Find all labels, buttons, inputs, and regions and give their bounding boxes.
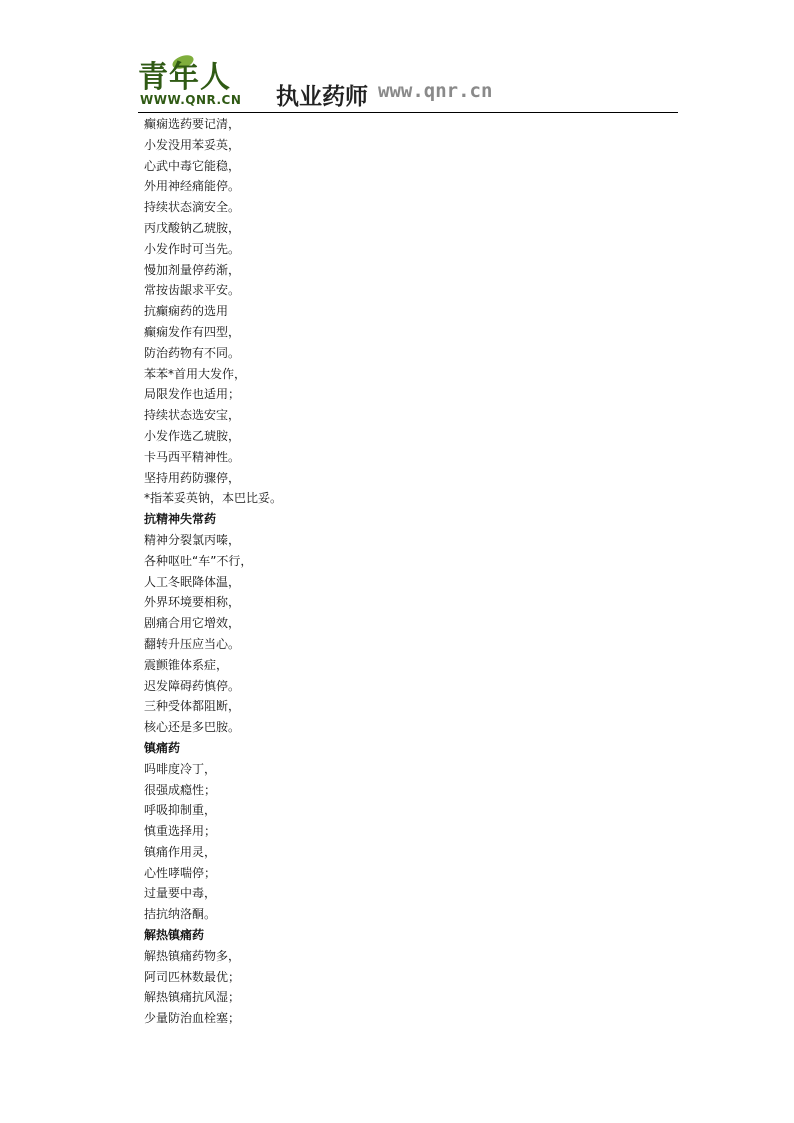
text-line: 小发作选乙琥胺， [144, 428, 241, 443]
text-line: 翻转升压应当心。 [144, 636, 241, 651]
text-line: *指苯妥英钠，本巴比妥。 [144, 491, 283, 506]
logo-domain-text: WWW.QNR.CN [140, 93, 242, 107]
text-line: 小发作时可当先。 [144, 241, 241, 256]
section-title: 执业药师 [276, 84, 368, 110]
section-heading: 镇痛药 [144, 740, 181, 755]
text-line: 心武中毒它能稳， [144, 158, 241, 173]
site-logo [138, 62, 263, 108]
text-line: 癫痫发作有四型， [144, 324, 241, 339]
text-line: 苯苯*首用大发作， [144, 366, 247, 381]
text-line: 外用神经痛能停。 [144, 179, 241, 194]
site-url: www.qnr.cn [378, 80, 493, 102]
text-line: 三种受体都阻断， [144, 699, 241, 714]
text-line: 过量要中毒， [144, 886, 217, 901]
mnemonic-text-body [144, 114, 644, 1029]
text-line: 丙戊酸钠乙琥胺， [144, 220, 241, 235]
text-line: 抗癫痫药的选用 [144, 304, 229, 319]
text-line: 心性哮喘停； [144, 865, 217, 880]
text-line: 阿司匹林数最优； [144, 969, 241, 984]
section-heading: 抗精神失常药 [144, 512, 217, 527]
text-line: 癫痫选药要记清， [144, 117, 241, 131]
text-line: 呼吸抑制重， [144, 803, 217, 818]
text-line: 局限发作也适用； [144, 387, 241, 402]
text-line: 吗啡度冷丁， [144, 761, 217, 776]
text-line: 震颤锥体系症， [144, 657, 229, 672]
text-line: 核心还是多巴胺。 [144, 720, 241, 735]
logo-chinese-text: 青年人 [138, 60, 231, 95]
section-heading: 解热镇痛药 [144, 928, 205, 943]
text-line: 解热镇痛药物多， [144, 948, 241, 963]
text-line: 常按齿龈求平安。 [144, 283, 241, 298]
text-line: 镇痛作用灵， [144, 844, 217, 859]
text-line: 各种呕吐“车”不行， [144, 553, 253, 568]
text-line: 小发没用苯妥英， [144, 137, 241, 152]
text-line: 防治药物有不同。 [144, 345, 241, 360]
text-line: 剧痛合用它增效， [144, 616, 241, 631]
text-line: 很强成瘾性； [144, 782, 217, 797]
page-header [138, 62, 678, 114]
header-divider [138, 112, 678, 113]
text-line: 拮抗纳洛酮。 [144, 907, 217, 922]
text-line: 坚持用药防骤停， [144, 470, 241, 485]
text-line: 持续状态选安宝， [144, 408, 241, 423]
text-line: 持续状态滴安全。 [144, 200, 241, 215]
text-line: 慎重选择用； [144, 824, 217, 839]
text-line: 卡马西平精神性。 [144, 449, 241, 464]
text-line: 少量防治血栓塞； [144, 1011, 241, 1026]
text-line: 精神分裂氯丙嗪， [144, 532, 241, 547]
text-line: 外界环境要相称， [144, 595, 241, 610]
text-line: 解热镇痛抗风湿； [144, 990, 241, 1005]
text-line: 慢加剂量停药渐， [144, 262, 241, 277]
text-line: 迟发障碍药慎停。 [144, 678, 241, 693]
text-line: 人工冬眠降体温， [144, 574, 241, 589]
